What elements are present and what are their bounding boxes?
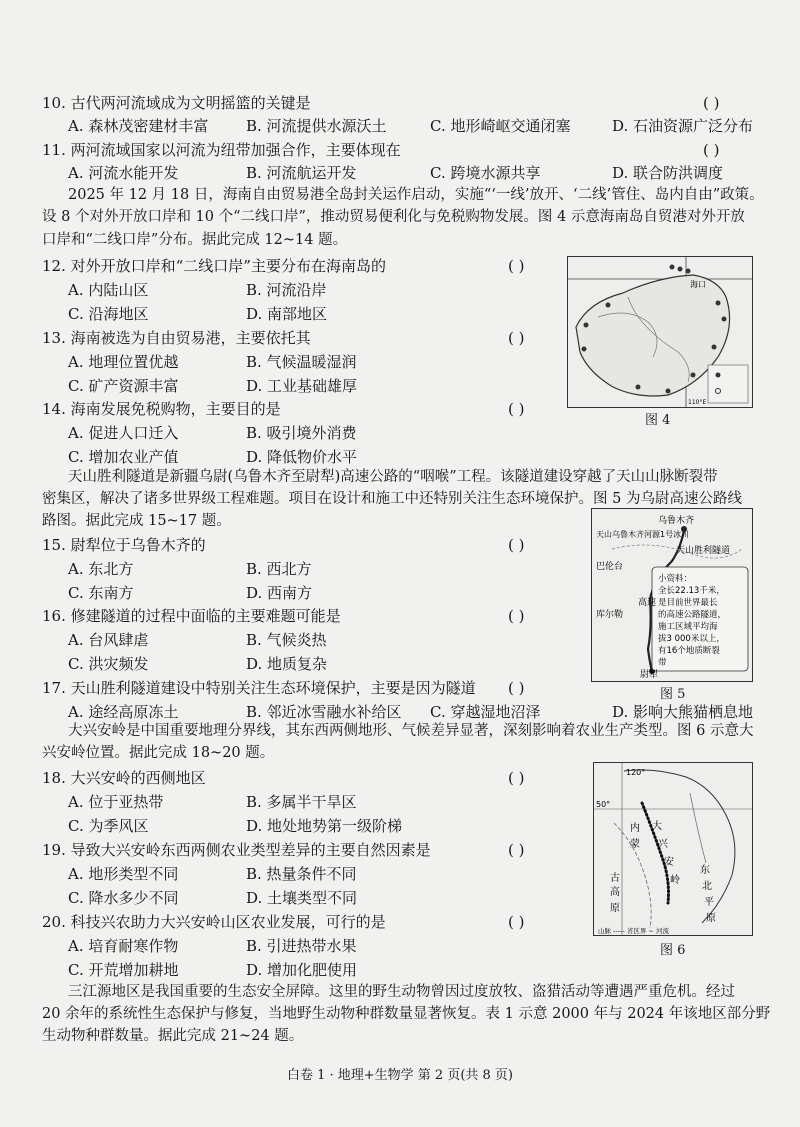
fig5-note-line: 是目前世界最长 xyxy=(658,598,718,608)
fig5-note-line: 全长22.13千米， xyxy=(658,586,725,596)
question-19-option-c[interactable]: C. 降水多少不同 xyxy=(68,889,179,907)
question-20-option-c[interactable]: C. 开荒增加耕地 xyxy=(68,961,179,979)
question-13-option-d[interactable]: D. 工业基础雄厚 xyxy=(246,377,358,395)
page-footer: 白卷 1 · 地理+生物学 第 2 页(共 8 页) xyxy=(286,1068,514,1083)
question-15-stem: 15. 尉犁位于乌鲁木齐的 xyxy=(42,536,206,554)
question-17-stem: 17. 天山胜利隧道建设中特别关注生态环境保护，主要是因为隧道 xyxy=(42,679,476,697)
tunnel-label: 天山胜利隧道 xyxy=(676,546,731,556)
question-19-option-b[interactable]: B. 热量条件不同 xyxy=(246,865,357,883)
question-11-stem: 11. 两河流域国家以河流为纽带加强合作，主要体现在 xyxy=(42,141,401,159)
question-10-option-d[interactable]: D. 石油资源广泛分布 xyxy=(612,117,754,135)
yuli-label: 尉犁 xyxy=(640,670,659,680)
question-18-answer-blank[interactable]: ( ) xyxy=(508,769,525,787)
question-20-option-a[interactable]: A. 培育耐寒作物 xyxy=(68,937,179,955)
region-label: 蒙 xyxy=(630,839,640,850)
passage-tianshan-line-2: 密集区，解决了诸多世界级工程难题。项目在设计和施工中还特别关注生态环境保护。图 5 为乌尉高速公路线 xyxy=(42,491,742,507)
hainan-map-graphic xyxy=(568,257,752,407)
question-16-option-d[interactable]: D. 地质复杂 xyxy=(246,655,328,673)
passage-tianshan-line-3: 路图。据此完成 15~17 题。 xyxy=(42,513,231,529)
question-10-stem: 10. 古代两河流域成为文明摇篮的关键是 xyxy=(42,94,311,112)
question-15-option-a[interactable]: A. 东北方 xyxy=(68,560,134,578)
question-12-option-b[interactable]: B. 河流沿岸 xyxy=(246,281,327,299)
glacier-label: 天山乌鲁木齐河源1号冰川 xyxy=(596,530,690,539)
question-15-option-b[interactable]: B. 西北方 xyxy=(246,560,312,578)
question-19-answer-blank[interactable]: ( ) xyxy=(508,841,525,859)
fig5-note-line: 带 xyxy=(658,658,667,668)
lat-label: 50° xyxy=(596,800,611,809)
question-15-option-c[interactable]: C. 东南方 xyxy=(68,584,134,602)
figure-4-caption: 图 4 xyxy=(645,413,671,428)
question-10-option-a[interactable]: A. 森林茂密建材丰富 xyxy=(68,117,209,135)
region-label: 内 xyxy=(630,823,640,834)
passage-daxinganling-line-1: 大兴安岭是中国重要地理分界线，其东西两侧地形、气候差异显著，深刻影响着农业生产类型。图 6 示意大 xyxy=(68,723,754,739)
region-label: 高 xyxy=(610,887,620,898)
question-17-option-b[interactable]: B. 邻近冰雪融水补给区 xyxy=(246,703,402,721)
question-16-stem: 16. 修建隧道的过程中面临的主要难题可能是 xyxy=(42,607,341,625)
question-13-stem: 13. 海南被选为自由贸易港，主要依托其 xyxy=(42,329,311,347)
question-12-option-a[interactable]: A. 内陆山区 xyxy=(68,281,149,299)
question-16-option-b[interactable]: B. 气候炎热 xyxy=(246,631,327,649)
korla-label: 库尔勒 xyxy=(596,610,624,620)
bayinbulak-label: 巴伦台 xyxy=(596,562,624,572)
plain-label: 原 xyxy=(706,913,716,924)
question-11-option-d[interactable]: D. 联合防洪调度 xyxy=(612,164,724,182)
question-18-option-a[interactable]: A. 位于亚热带 xyxy=(68,793,164,811)
highway-map-graphic xyxy=(592,509,752,681)
figure-5-caption: 图 5 xyxy=(660,687,686,702)
question-11-option-c[interactable]: C. 跨境水源共享 xyxy=(430,164,541,182)
question-16-option-c[interactable]: C. 洪灾频发 xyxy=(68,655,149,673)
question-20-option-b[interactable]: B. 引进热带水果 xyxy=(246,937,357,955)
question-17-option-d[interactable]: D. 影响大熊猫栖息地 xyxy=(612,703,754,721)
question-13-option-b[interactable]: B. 气候温暖湿润 xyxy=(246,353,357,371)
urumqi-label: 乌鲁木齐 xyxy=(658,516,695,526)
question-17-option-c[interactable]: C. 穿越湿地沼泽 xyxy=(430,703,541,721)
question-18-option-c[interactable]: C. 为季风区 xyxy=(68,817,149,835)
question-14-option-a[interactable]: A. 促进人口迁入 xyxy=(68,424,179,442)
question-19-option-a[interactable]: A. 地形类型不同 xyxy=(68,865,179,883)
haikou-label: 海口 xyxy=(690,280,706,289)
plain-label: 东 xyxy=(700,865,710,876)
question-15-option-d[interactable]: D. 西南方 xyxy=(246,584,313,602)
question-16-option-a[interactable]: A. 台风肆虐 xyxy=(68,631,149,649)
figure-6-caption: 图 6 xyxy=(660,943,686,958)
question-15-answer-blank[interactable]: ( ) xyxy=(508,536,525,554)
fig5-note-line: 小资料： xyxy=(658,574,693,584)
figure-4-hainan-map xyxy=(567,256,753,408)
question-14-option-c[interactable]: C. 增加农业产值 xyxy=(68,448,179,466)
question-19-option-d[interactable]: D. 土壤类型不同 xyxy=(246,889,358,907)
figure-6-daxinganling-map xyxy=(593,762,753,936)
question-14-option-b[interactable]: B. 吸引境外消费 xyxy=(246,424,357,442)
mountain-label: 岭 xyxy=(670,875,680,886)
plain-label: 北 xyxy=(702,881,712,892)
question-11-option-b[interactable]: B. 河流航运开发 xyxy=(246,164,357,182)
question-19-stem: 19. 导致大兴安岭东西两侧农业类型差异的主要自然因素是 xyxy=(42,841,431,859)
passage-hainan-line-2: 设 8 个对外开放口岸和 10 个“二线口岸”，推动贸易便利化与免税购物发展。图 4 示意海南岛自贸港对外开放 xyxy=(42,209,745,225)
question-11-answer-blank[interactable]: ( ) xyxy=(703,141,720,159)
mountain-label: 兴 xyxy=(658,839,668,850)
question-10-option-c[interactable]: C. 地形崎岖交通闭塞 xyxy=(430,117,571,135)
question-13-option-a[interactable]: A. 地理位置优越 xyxy=(68,353,179,371)
question-14-stem: 14. 海南发展免税购物，主要目的是 xyxy=(42,400,281,418)
lon-label: 120° xyxy=(626,768,646,777)
daxinganling-map-graphic xyxy=(594,763,752,935)
passage-tianshan-line-1: 天山胜利隧道是新疆乌尉(乌鲁木齐至尉犁)高速公路的“咽喉”工程。该隧道建设穿越了天山山脉断裂带 xyxy=(68,469,718,485)
passage-hainan-line-3: 口岸和“二线口岸”分布。据此完成 12~14 题。 xyxy=(42,232,348,248)
question-12-option-d[interactable]: D. 南部地区 xyxy=(246,305,328,323)
fig5-note-line: 施工区域平均海 xyxy=(658,622,718,632)
region-label: 原 xyxy=(610,903,620,914)
question-18-stem: 18. 大兴安岭的西侧地区 xyxy=(42,769,206,787)
question-10-option-b[interactable]: B. 河流提供水源沃土 xyxy=(246,117,387,135)
passage-daxinganling-line-2: 兴安岭位置。据此完成 18~20 题。 xyxy=(42,745,275,761)
question-11-option-a[interactable]: A. 河流水能开发 xyxy=(68,164,179,182)
fig5-note-line: 有16个地质断裂 xyxy=(658,646,720,656)
question-20-option-d[interactable]: D. 增加化肥使用 xyxy=(246,961,358,979)
question-17-option-a[interactable]: A. 途经高原冻土 xyxy=(68,703,179,721)
question-20-stem: 20. 科技兴农助力大兴安岭山区农业发展，可行的是 xyxy=(42,913,386,931)
question-12-option-c[interactable]: C. 沿海地区 xyxy=(68,305,149,323)
figure-5-highway-map xyxy=(591,508,753,682)
longitude-label: 110°E xyxy=(688,399,707,406)
question-13-option-c[interactable]: C. 矿产资源丰富 xyxy=(68,377,179,395)
question-18-option-b[interactable]: B. 多属半干旱区 xyxy=(246,793,357,811)
plain-label: 平 xyxy=(704,897,714,908)
passage-sanjiangyuan-line-1: 三江源地区是我国重要的生态安全屏障。这里的野生动物曾因过度放牧、盗猎活动等遭遇严重危机。经过 xyxy=(68,984,735,1000)
mountain-label: 安 xyxy=(664,857,674,868)
passage-hainan-line-1: 2025 年 12 月 18 日，海南自由贸易港全岛封关运作启动，实施“‘一线’放开、‘二线’管住、岛内自由”政策。 xyxy=(68,187,764,203)
fig5-note-line: 拔3 000米以上， xyxy=(658,634,725,644)
passage-sanjiangyuan-line-2: 20 余年的系统性生态保护与修复，当地野生动物种群数量显著恢复。表 1 示意 2000 年与 2024 年该地区部分野 xyxy=(42,1006,771,1022)
question-16-answer-blank[interactable]: ( ) xyxy=(508,607,525,625)
region-label: 古 xyxy=(610,873,620,884)
passage-sanjiangyuan-line-3: 生动物种群数量。据此完成 21~24 题。 xyxy=(42,1028,304,1044)
question-18-option-d[interactable]: D. 地处地势第一级阶梯 xyxy=(246,817,403,835)
mountain-label: 大 xyxy=(652,821,662,832)
question-13-answer-blank[interactable]: ( ) xyxy=(508,329,525,347)
question-14-option-d[interactable]: D. 降低物价水平 xyxy=(246,448,358,466)
fig6-legend: 山脉 ----- 省区界 ~ 河流 xyxy=(598,927,669,935)
question-12-stem: 12. 对外开放口岸和“二线口岸”主要分布在海南岛的 xyxy=(42,257,386,275)
question-20-answer-blank[interactable]: ( ) xyxy=(508,913,525,931)
fig5-note-line: 的高速公路隧道， xyxy=(658,610,727,620)
question-10-answer-blank[interactable]: ( ) xyxy=(703,94,720,112)
highway-label: 高速 xyxy=(638,598,657,608)
question-12-answer-blank[interactable]: ( ) xyxy=(508,257,525,275)
question-17-answer-blank[interactable]: ( ) xyxy=(508,679,525,697)
question-14-answer-blank[interactable]: ( ) xyxy=(508,400,525,418)
